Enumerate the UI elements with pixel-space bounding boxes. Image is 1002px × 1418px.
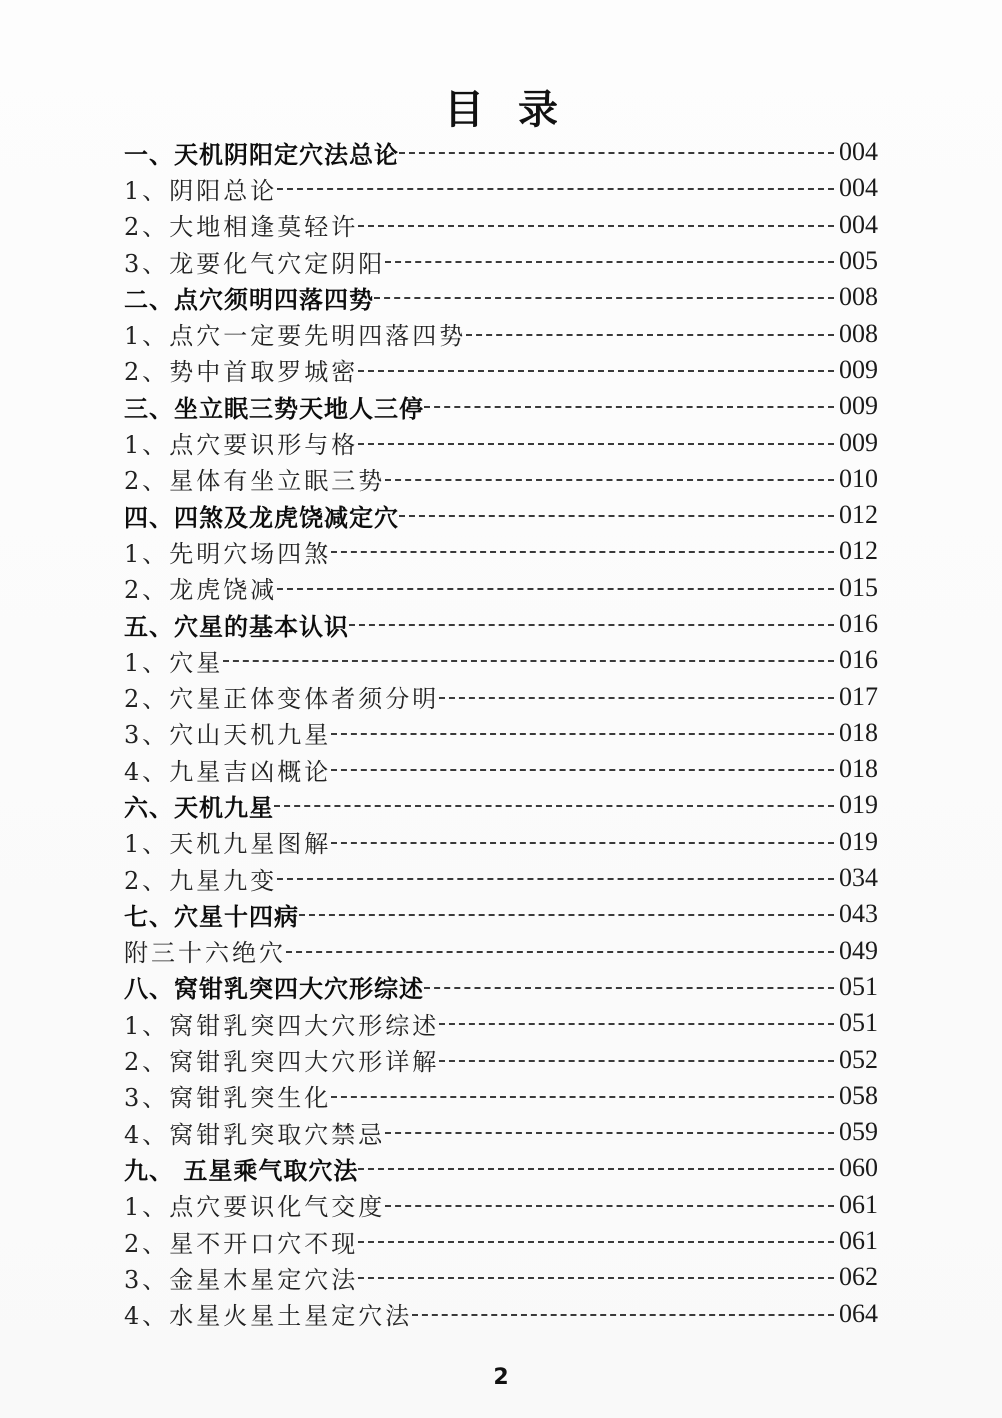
toc-entry-page: 016 xyxy=(839,645,878,675)
toc-entry-label: 3、龙要化气穴定阴阳 xyxy=(124,249,386,278)
toc-section-entry[interactable] xyxy=(124,642,878,678)
dot-leader xyxy=(274,805,834,807)
toc-entry-page: 016 xyxy=(839,609,878,638)
toc-entry-label: 五、穴星的基本认识 xyxy=(124,612,349,641)
toc-section-entry[interactable] xyxy=(124,315,878,351)
toc-entry-label: 二、点穴须明四落四势 xyxy=(124,285,374,314)
toc-entry-label: 1、点穴一定要先明四落四势 xyxy=(124,322,467,351)
dot-leader xyxy=(358,1241,834,1243)
toc-section-entry[interactable] xyxy=(124,1005,878,1041)
dot-leader xyxy=(466,334,834,336)
dot-leader xyxy=(277,588,834,590)
toc-entry-page: 019 xyxy=(839,790,878,820)
toc-entry-label: 2、星体有坐立眠三势 xyxy=(124,467,386,496)
toc-entry-label: 1、点穴要识形与格 xyxy=(124,431,359,460)
toc-entry-page: 064 xyxy=(839,1298,878,1328)
toc-section-entry[interactable] xyxy=(124,207,878,243)
toc-section-entry[interactable] xyxy=(124,533,878,569)
toc-entry-label: 3、窝钳乳突生化 xyxy=(124,1084,332,1113)
dot-leader xyxy=(358,370,834,372)
toc-entry-label: 1、窝钳乳突四大穴形综述 xyxy=(124,1011,440,1040)
dot-leader xyxy=(399,152,834,154)
page-number: 2 xyxy=(493,1365,509,1390)
toc-entry-page: 008 xyxy=(839,318,878,348)
toc-entry-label: 一、天机阴阳定穴法总论 xyxy=(124,140,399,169)
dot-leader xyxy=(358,1168,834,1170)
toc-entry-label: 三、坐立眠三势天地人三停 xyxy=(124,394,424,423)
toc-entry-page: 015 xyxy=(839,572,878,602)
toc-entry-page: 052 xyxy=(839,1044,878,1074)
toc-section-entry[interactable] xyxy=(124,1041,878,1077)
toc-entry-label: 2、大地相逢莫轻许 xyxy=(124,213,359,242)
dot-leader xyxy=(358,443,834,445)
toc-entry-label: 2、星不开口穴不现 xyxy=(124,1229,359,1258)
toc-entry-page: 004 xyxy=(839,209,878,239)
dot-leader xyxy=(349,624,834,626)
toc-entry-label: 1、阴阳总论 xyxy=(124,176,278,205)
toc-entry-label: 1、先明穴场四煞 xyxy=(124,539,332,568)
toc-entry-page: 051 xyxy=(839,1008,878,1038)
dot-leader xyxy=(331,842,834,844)
toc-entry-page: 012 xyxy=(839,500,878,530)
toc-entry-label: 九、 五星乘气取穴法 xyxy=(124,1156,359,1185)
toc-entry-label: 六、天机九星 xyxy=(124,793,274,822)
toc-section-entry[interactable] xyxy=(124,461,878,497)
toc-entry-label: 2、窝钳乳突四大穴形详解 xyxy=(124,1048,440,1077)
dot-leader xyxy=(331,769,834,771)
toc-chapter-entry[interactable] xyxy=(124,497,878,533)
toc-section-entry[interactable] xyxy=(124,933,878,969)
toc-entry-label: 4、窝钳乳突取穴禁忌 xyxy=(124,1120,386,1149)
dot-leader xyxy=(385,1205,834,1207)
dot-leader xyxy=(439,1060,834,1062)
toc-section-entry[interactable] xyxy=(124,751,878,787)
dot-leader xyxy=(277,878,834,880)
toc-entry-page: 051 xyxy=(839,971,878,1001)
toc-section-entry[interactable] xyxy=(124,424,878,460)
toc-chapter-entry[interactable] xyxy=(124,969,878,1005)
dot-leader xyxy=(331,733,834,735)
toc-entry-label: 1、天机九星图解 xyxy=(124,830,332,859)
toc-section-entry[interactable] xyxy=(124,824,878,860)
toc-entry-label: 七、穴星十四病 xyxy=(124,902,299,931)
dot-leader xyxy=(374,297,834,299)
toc-entry-page: 061 xyxy=(839,1226,878,1256)
toc-section-entry[interactable] xyxy=(124,1187,878,1223)
toc-section-entry[interactable] xyxy=(124,243,878,279)
toc-entry-label: 2、穴星正体变体者须分明 xyxy=(124,685,440,714)
toc-entry-page: 049 xyxy=(839,935,878,965)
dot-leader xyxy=(286,951,834,953)
toc-section-entry[interactable] xyxy=(124,860,878,896)
toc-chapter-entry[interactable] xyxy=(124,279,878,315)
toc-entry-page: 009 xyxy=(839,427,878,457)
dot-leader xyxy=(277,188,834,190)
toc-entry-page: 008 xyxy=(839,282,878,312)
toc-entry-label: 1、穴星 xyxy=(124,648,224,677)
toc-entry-page: 019 xyxy=(839,826,878,856)
toc-entry-label: 2、龙虎饶减 xyxy=(124,576,278,605)
dot-leader xyxy=(385,1132,834,1134)
toc-section-entry[interactable] xyxy=(124,352,878,388)
dot-leader xyxy=(424,987,834,989)
toc-entry-page: 059 xyxy=(839,1117,878,1147)
toc-entry-page: 058 xyxy=(839,1080,878,1110)
toc-entry-page: 009 xyxy=(839,354,878,384)
toc-entry-label: 3、金星木星定穴法 xyxy=(124,1265,359,1294)
toc-entry-page: 061 xyxy=(839,1189,878,1219)
toc-entry-page: 009 xyxy=(839,391,878,421)
toc-section-entry[interactable] xyxy=(124,678,878,714)
dot-leader xyxy=(412,1314,834,1316)
toc-entry-page: 034 xyxy=(839,863,878,893)
dot-leader xyxy=(358,225,834,227)
toc-entry-label: 2、势中首取罗城密 xyxy=(124,358,359,387)
toc-entry-label: 附三十六绝穴 xyxy=(124,939,286,968)
toc-entry-page: 043 xyxy=(839,899,878,929)
dot-leader xyxy=(439,697,834,699)
dot-leader xyxy=(331,1096,834,1098)
dot-leader xyxy=(331,551,834,553)
toc-entry-page: 004 xyxy=(839,173,878,203)
dot-leader xyxy=(385,479,834,481)
toc-entry-page: 018 xyxy=(839,754,878,784)
toc-chapter-entry[interactable] xyxy=(124,388,878,424)
toc-entry-page: 004 xyxy=(839,137,878,167)
toc-entry-label: 4、水星火星土星定穴法 xyxy=(124,1302,413,1331)
toc-section-entry[interactable] xyxy=(124,1078,878,1114)
toc-title: 目录 xyxy=(444,87,592,133)
toc-section-entry[interactable] xyxy=(124,570,878,606)
toc-entry-page: 012 xyxy=(839,536,878,566)
toc-entry-label: 1、点穴要识化气交度 xyxy=(124,1193,386,1222)
toc-section-entry[interactable] xyxy=(124,1259,878,1295)
dot-leader xyxy=(358,1277,834,1279)
toc-chapter-entry[interactable] xyxy=(124,896,878,932)
dot-leader xyxy=(385,261,834,263)
toc-chapter-entry[interactable] xyxy=(124,134,878,170)
table-of-contents xyxy=(124,134,878,1332)
dot-leader xyxy=(223,660,834,662)
toc-entry-label: 八、窝钳乳突四大穴形综述 xyxy=(124,975,424,1004)
toc-entry-page: 062 xyxy=(839,1262,878,1292)
toc-entry-label: 3、穴山天机九星 xyxy=(124,721,332,750)
toc-section-entry[interactable] xyxy=(124,715,878,751)
toc-entry-label: 2、九星九变 xyxy=(124,866,278,895)
toc-section-entry[interactable] xyxy=(124,1223,878,1259)
toc-entry-page: 018 xyxy=(839,717,878,747)
dot-leader xyxy=(299,914,834,916)
dot-leader xyxy=(424,406,834,408)
toc-entry-page: 010 xyxy=(839,463,878,493)
toc-section-entry[interactable] xyxy=(124,170,878,206)
toc-chapter-entry[interactable] xyxy=(124,606,878,642)
toc-entry-page: 005 xyxy=(839,246,878,276)
toc-entry-page: 060 xyxy=(839,1153,878,1183)
toc-chapter-entry[interactable] xyxy=(124,787,878,823)
dot-leader xyxy=(439,1023,834,1025)
toc-entry-page: 017 xyxy=(839,681,878,711)
toc-entry-label: 4、九星吉凶概论 xyxy=(124,757,332,786)
toc-chapter-entry[interactable] xyxy=(124,1150,878,1186)
toc-section-entry[interactable] xyxy=(124,1114,878,1150)
toc-section-entry[interactable] xyxy=(124,1296,878,1332)
dot-leader xyxy=(399,515,834,517)
toc-entry-label: 四、四煞及龙虎饶减定穴 xyxy=(124,503,399,532)
